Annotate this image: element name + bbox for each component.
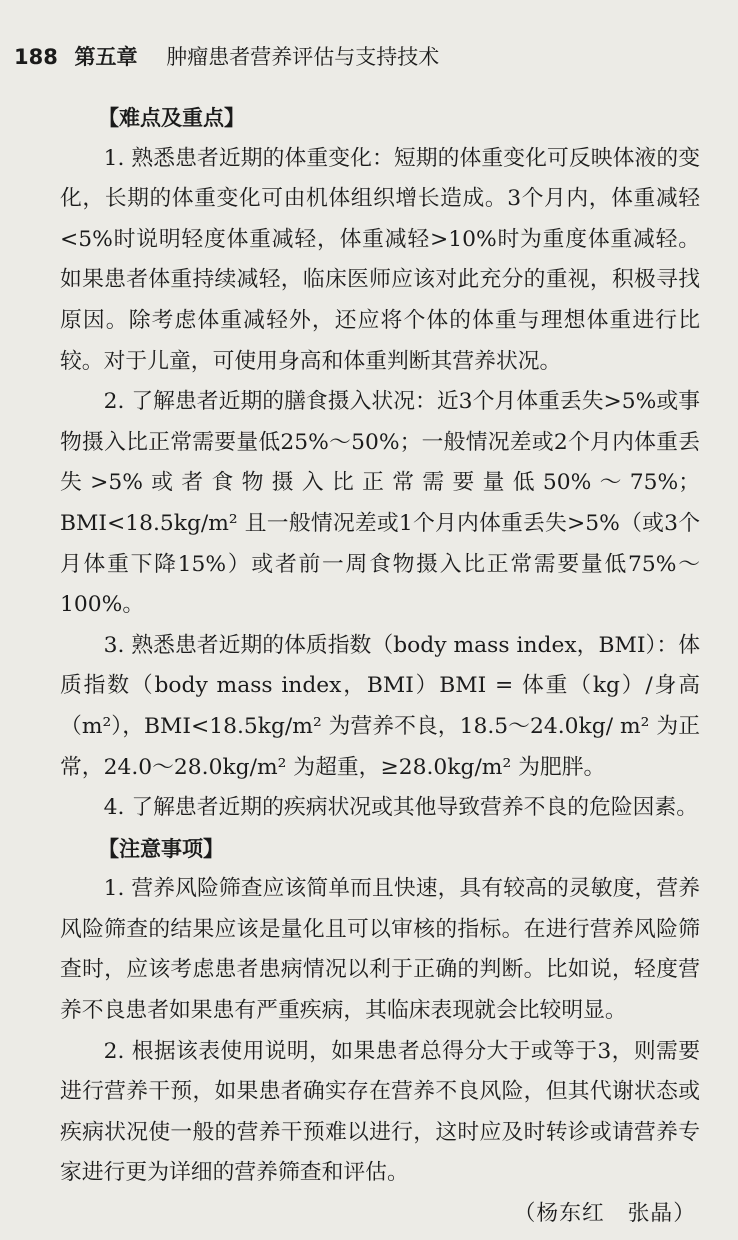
paragraph: 2. 根据该表使用说明，如果患者总得分大于或等于3，则需要进行营养干预，如果患者确实存在营养不良风险，但其代谢状态或疾病状况使一般的营养干预难以进行，这时应及时转诊或请营养专家进行更为详细的营养筛查和评估。 — [60, 1038, 700, 1186]
paragraph: 1. 营养风险筛查应该简单而且快速，具有较高的灵敏度，营养风险筛查的结果应该是量化且可以审核的指标。在进行营养风险筛查时，应该考虑患者患病情况以利于正确的判断。比如说，轻度营养不良患者如果患有严重疾病，其临床表现就会比较明显。 — [60, 876, 700, 1024]
section-heading-key-points: 【难点及重点】 — [98, 106, 245, 130]
body-text — [60, 98, 700, 1235]
running-header — [14, 40, 714, 74]
paragraph: 4. 了解患者近期的疾病状况或其他导致营养不良的危险因素。 — [103, 795, 699, 821]
chapter-title: 肿瘤患者营养评估与支持技术 — [166, 45, 440, 69]
author-signature: （杨东红 张晶） — [513, 1201, 696, 1227]
page-number: 188 — [14, 45, 58, 69]
chapter-label: 第五章 — [74, 45, 138, 69]
paragraph: 3. 熟悉患者近期的体质指数（body mass index，BMI）：体质指数（body mass index，BMI）BMI = 体重（kg）/身高（m²），BMI<18.5kg/m² 为营养不良，18.5～24.0kg/ m² 为正常，24.0～28.0kg/m² 为超重，≥28.0kg/m² 为肥胖。 — [60, 632, 700, 780]
paragraph: 2. 了解患者近期的膳食摄入状况：近3个月体重丢失>5%或事物摄入比正常需要量低25%～50%；一般情况差或2个月内体重丢失>5%或者食物摄入比正常需要量低50%～75%；BMI<18.5kg/m² 且一般情况差或1个月内体重丢失>5%（或3个月体重下降15%）或者前一周食物摄入比正常需要量低75%～100%。 — [60, 389, 700, 618]
paragraph: 1. 熟悉患者近期的体重变化：短期的体重变化可反映体液的变化，长期的体重变化可由机体组织增长造成。3个月内，体重减轻<5%时说明轻度体重减轻，体重减轻>10%时为重度体重减轻。如果患者体重持续减轻，临床医师应该对此充分的重视，积极寻找原因。除考虑体重减轻外，还应将个体的体重与理想体重进行比较。对于儿童，可使用身高和体重判断其营养状况。 — [60, 145, 700, 374]
section-heading-notes: 【注意事项】 — [98, 836, 224, 861]
